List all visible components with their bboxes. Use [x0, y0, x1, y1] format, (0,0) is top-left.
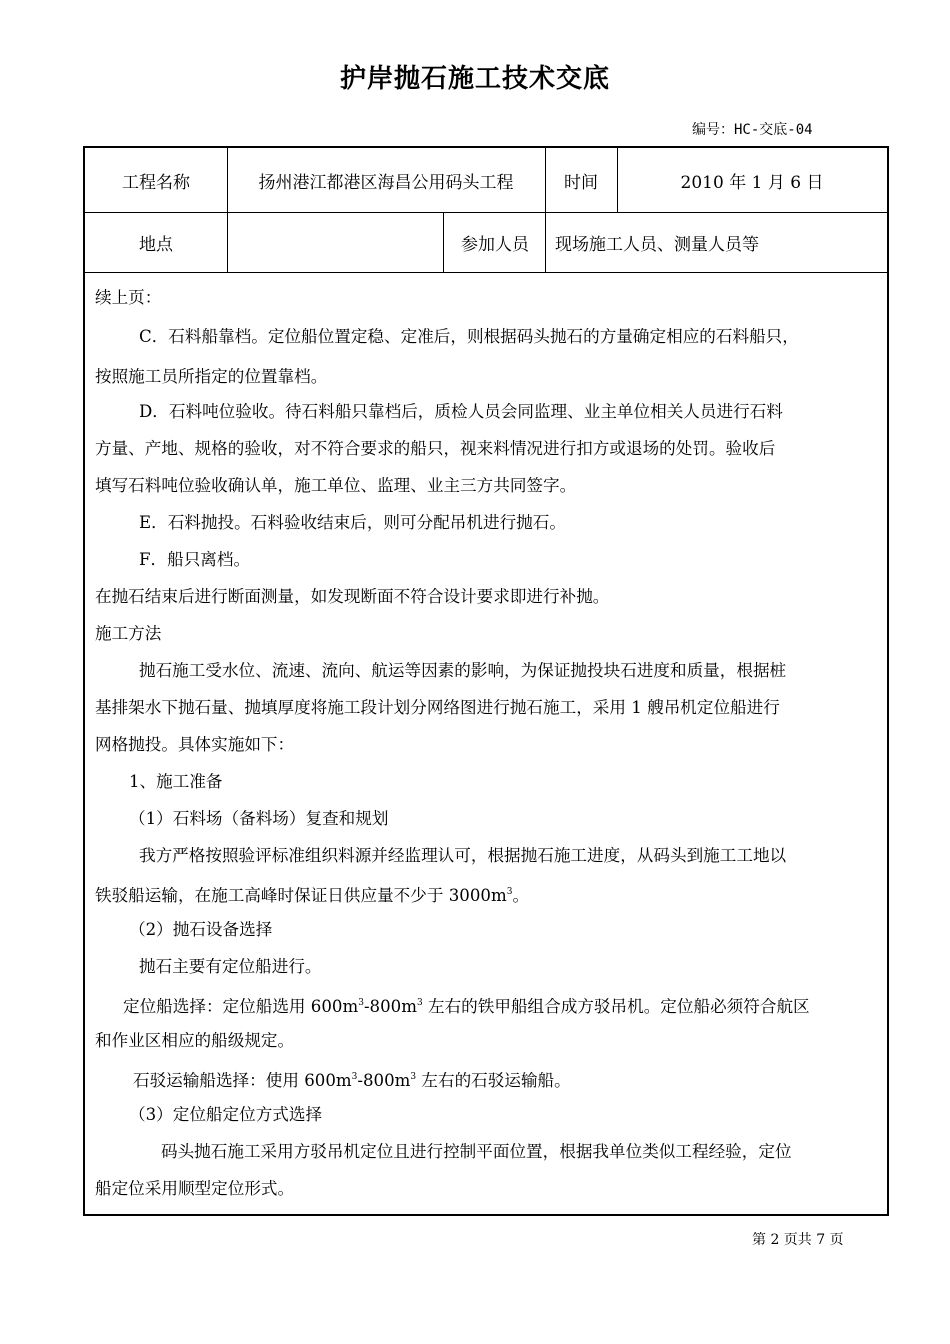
subsection-line: 抛石主要有定位船进行。: [139, 957, 322, 976]
column-divider: [545, 212, 546, 272]
method-line: 网格抛投。具体实施如下：: [95, 735, 295, 754]
step-d-line: 方量、产地、规格的验收，对不符合要求的船只，视来料情况进行扣方或退场的处罚。验收后: [95, 439, 776, 458]
disclosure-table: [83, 146, 889, 1216]
subsection-line: 船定位采用顺型定位形式。: [95, 1179, 295, 1198]
location-label: 地点: [139, 234, 173, 255]
document-number: 编号：HC-交底-04: [692, 122, 813, 138]
subsection-line: 定位船选择：定位船选用 $600m^3-800m^3$ 左右的铁甲船组合成方驳吊机。定位船必须符合航区: [123, 997, 810, 1016]
step-c-line: 按照施工员所指定的位置靠档。: [95, 367, 328, 386]
participants-value: 现场施工人员、测量人员等: [555, 234, 759, 255]
step-f-line: F．船只离档。: [139, 550, 251, 569]
row-divider: [85, 272, 887, 273]
column-divider: [227, 148, 228, 272]
subsection-line: 码头抛石施工采用方驳吊机定位且进行控制平面位置，根据我单位类似工程经验，定位: [161, 1142, 792, 1161]
subsection-heading: （3）定位船定位方式选择: [129, 1105, 323, 1124]
subsection-heading: （1）石料场（备料场）复查和规划: [129, 809, 389, 828]
location-value: [227, 212, 443, 272]
row-divider: [85, 212, 887, 213]
step-c-line: C．石料船靠档。定位船位置定稳、定准后，则根据码头抛石的方量确定相应的石料船只，: [139, 327, 799, 346]
subsection-heading: （2）抛石设备选择: [129, 920, 273, 939]
step-d-line: 填写石料吨位验收确认单，施工单位、监理、业主三方共同签字。: [95, 476, 577, 495]
step-e-line: E．石料抛投。石料验收结束后，则可分配吊机进行抛石。: [139, 513, 566, 532]
project-name-label: 工程名称: [122, 172, 190, 193]
column-divider: [617, 148, 618, 212]
time-value: 2010 年 1 月 6 日: [680, 172, 824, 193]
subsection-line: 石驳运输船选择：使用 $600m^3-800m^3$ 左右的石驳运输船。: [133, 1071, 571, 1090]
page-number: 第 2 页共 7 页: [752, 1232, 844, 1248]
prep-heading: 1、施工准备: [129, 772, 223, 791]
subsection-line: 和作业区相应的船级规定。: [95, 1031, 295, 1050]
column-divider: [443, 212, 444, 272]
method-line: 抛石施工受水位、流速、流向、航运等因素的影响，为保证抛投块石进度和质量，根据桩: [139, 661, 787, 680]
time-label: 时间: [564, 172, 598, 193]
participants-label: 参加人员: [461, 234, 529, 255]
document-title: 护岸抛石施工技术交底: [339, 64, 610, 94]
measurement-note: 在抛石结束后进行断面测量，如发现断面不符合设计要求即进行补抛。: [95, 587, 610, 606]
subsection-line: 我方严格按照验评标准组织料源并经监理认可，根据抛石施工进度，从码头到施工工地以: [139, 846, 787, 865]
method-line: 基排架水下抛石量、抛填厚度将施工段计划分网络图进行抛石施工，采用 1 艘吊机定位船进行: [95, 698, 780, 717]
continued-note: 续上页：: [95, 288, 162, 307]
subsection-line: 铁驳船运输，在施工高峰时保证日供应量不少于 $3000m^3$。: [95, 886, 530, 905]
method-heading: 施工方法: [95, 624, 162, 643]
project-name-value: 扬州港江都港区海昌公用码头工程: [258, 172, 514, 193]
column-divider: [545, 148, 546, 212]
step-d-line: D．石料吨位验收。待石料船只靠档后，质检人员会同监理、业主单位相关人员进行石料: [139, 402, 783, 421]
